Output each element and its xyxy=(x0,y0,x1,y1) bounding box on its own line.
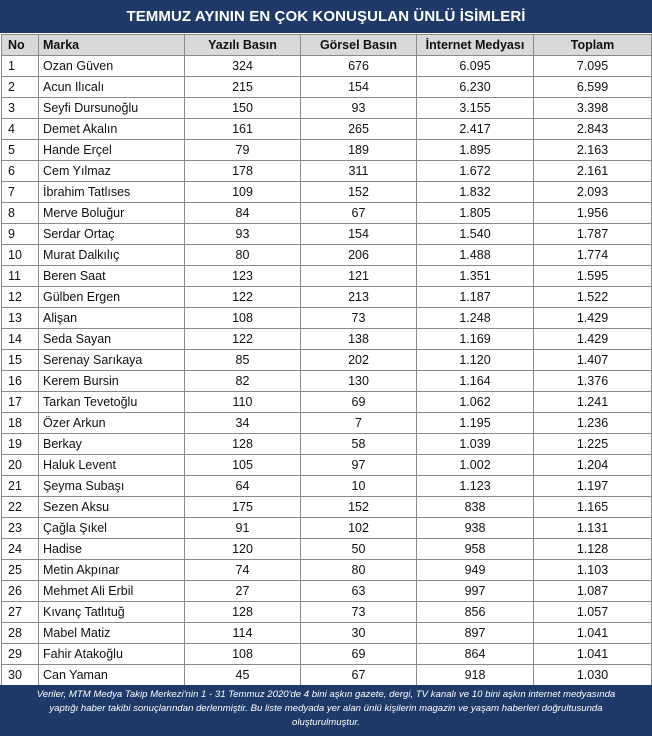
internet-medyasi-cell: 3.155 xyxy=(417,98,534,119)
yazili-basin-cell: 45 xyxy=(185,665,301,686)
yazili-basin-cell: 161 xyxy=(185,119,301,140)
name-cell: Hande Erçel xyxy=(39,140,185,161)
gorsel-basin-cell: 154 xyxy=(301,77,417,98)
toplam-cell: 2.161 xyxy=(534,161,652,182)
name-cell: Mabel Matiz xyxy=(39,623,185,644)
internet-medyasi-cell: 897 xyxy=(417,623,534,644)
rank-cell: 4 xyxy=(2,119,39,140)
table-row xyxy=(2,161,652,182)
name-cell: Kıvanç Tatlıtuğ xyxy=(39,602,185,623)
source-note-line-3: oluşturulmuştur. xyxy=(292,717,360,728)
table-header xyxy=(2,35,652,56)
table-row xyxy=(2,476,652,497)
gorsel-basin-cell: 265 xyxy=(301,119,417,140)
toplam-cell: 1.595 xyxy=(534,266,652,287)
toplam-cell: 1.030 xyxy=(534,665,652,686)
name-cell: Cem Yılmaz xyxy=(39,161,185,182)
table-row xyxy=(2,329,652,350)
internet-medyasi-cell: 1.248 xyxy=(417,308,534,329)
gorsel-basin-cell: 676 xyxy=(301,56,417,77)
rank-cell: 23 xyxy=(2,518,39,539)
toplam-cell: 1.041 xyxy=(534,644,652,665)
table-row xyxy=(2,287,652,308)
yazili-basin-cell: 74 xyxy=(185,560,301,581)
source-note-line-1: Veriler, MTM Medya Takip Merkezi'nin 1 - 31 Temmuz 2020'de 4 bini aşkın gazete, dergi, TV kanalı ve 10 bini aşkın internet medyasında xyxy=(36,689,616,700)
name-cell: İbrahim Tatlıses xyxy=(39,182,185,203)
rank-cell: 21 xyxy=(2,476,39,497)
internet-medyasi-cell: 1.039 xyxy=(417,434,534,455)
table-row xyxy=(2,98,652,119)
toplam-cell: 3.398 xyxy=(534,98,652,119)
rank-cell: 30 xyxy=(2,665,39,686)
table-row xyxy=(2,602,652,623)
rank-cell: 2 xyxy=(2,77,39,98)
internet-medyasi-cell: 1.062 xyxy=(417,392,534,413)
toplam-cell: 2.843 xyxy=(534,119,652,140)
gorsel-basin-cell: 154 xyxy=(301,224,417,245)
name-cell: Sezen Aksu xyxy=(39,497,185,518)
name-cell: Acun Ilıcalı xyxy=(39,77,185,98)
internet-medyasi-cell: 856 xyxy=(417,602,534,623)
internet-medyasi-cell: 1.195 xyxy=(417,413,534,434)
name-cell: Kerem Bursin xyxy=(39,371,185,392)
name-cell: Metin Akpınar xyxy=(39,560,185,581)
yazili-basin-cell: 114 xyxy=(185,623,301,644)
name-cell: Özer Arkun xyxy=(39,413,185,434)
internet-medyasi-cell: 997 xyxy=(417,581,534,602)
toplam-cell: 1.429 xyxy=(534,308,652,329)
name-cell: Haluk Levent xyxy=(39,455,185,476)
table-row xyxy=(2,308,652,329)
table-row xyxy=(2,119,652,140)
gorsel-basin-cell: 97 xyxy=(301,455,417,476)
yazili-basin-cell: 91 xyxy=(185,518,301,539)
name-cell: Şeyma Subaşı xyxy=(39,476,185,497)
column-header-toplam: Toplam xyxy=(534,35,652,56)
gorsel-basin-cell: 58 xyxy=(301,434,417,455)
yazili-basin-cell: 85 xyxy=(185,350,301,371)
column-header-no: No xyxy=(2,35,39,56)
yazili-basin-cell: 109 xyxy=(185,182,301,203)
gorsel-basin-cell: 213 xyxy=(301,287,417,308)
table-row xyxy=(2,581,652,602)
name-cell: Merve Boluğur xyxy=(39,203,185,224)
yazili-basin-cell: 128 xyxy=(185,602,301,623)
header-row xyxy=(2,35,652,56)
rank-cell: 28 xyxy=(2,623,39,644)
table-row xyxy=(2,497,652,518)
toplam-cell: 1.087 xyxy=(534,581,652,602)
gorsel-basin-cell: 69 xyxy=(301,392,417,413)
internet-medyasi-cell: 1.002 xyxy=(417,455,534,476)
internet-medyasi-cell: 1.832 xyxy=(417,182,534,203)
internet-medyasi-cell: 1.805 xyxy=(417,203,534,224)
table-row xyxy=(2,56,652,77)
internet-medyasi-cell: 2.417 xyxy=(417,119,534,140)
yazili-basin-cell: 79 xyxy=(185,140,301,161)
gorsel-basin-cell: 93 xyxy=(301,98,417,119)
rank-cell: 16 xyxy=(2,371,39,392)
yazili-basin-cell: 324 xyxy=(185,56,301,77)
table-row xyxy=(2,77,652,98)
rank-cell: 9 xyxy=(2,224,39,245)
yazili-basin-cell: 123 xyxy=(185,266,301,287)
table-row xyxy=(2,392,652,413)
rank-cell: 1 xyxy=(2,56,39,77)
gorsel-basin-cell: 10 xyxy=(301,476,417,497)
toplam-cell: 1.407 xyxy=(534,350,652,371)
column-header-gorsel-basin: Görsel Basın xyxy=(301,35,417,56)
name-cell: Ozan Güven xyxy=(39,56,185,77)
yazili-basin-cell: 93 xyxy=(185,224,301,245)
yazili-basin-cell: 120 xyxy=(185,539,301,560)
toplam-cell: 7.095 xyxy=(534,56,652,77)
toplam-cell: 1.204 xyxy=(534,455,652,476)
yazili-basin-cell: 175 xyxy=(185,497,301,518)
gorsel-basin-cell: 69 xyxy=(301,644,417,665)
toplam-cell: 1.165 xyxy=(534,497,652,518)
yazili-basin-cell: 108 xyxy=(185,308,301,329)
rank-cell: 19 xyxy=(2,434,39,455)
name-cell: Çağla Şıkel xyxy=(39,518,185,539)
internet-medyasi-cell: 938 xyxy=(417,518,534,539)
toplam-cell: 1.376 xyxy=(534,371,652,392)
toplam-cell: 1.131 xyxy=(534,518,652,539)
name-cell: Can Yaman xyxy=(39,665,185,686)
yazili-basin-cell: 215 xyxy=(185,77,301,98)
table-row xyxy=(2,350,652,371)
gorsel-basin-cell: 121 xyxy=(301,266,417,287)
internet-medyasi-cell: 1.169 xyxy=(417,329,534,350)
yazili-basin-cell: 150 xyxy=(185,98,301,119)
table-row xyxy=(2,245,652,266)
gorsel-basin-cell: 152 xyxy=(301,182,417,203)
rank-cell: 11 xyxy=(2,266,39,287)
table-row xyxy=(2,560,652,581)
yazili-basin-cell: 110 xyxy=(185,392,301,413)
table-row xyxy=(2,455,652,476)
toplam-cell: 1.103 xyxy=(534,560,652,581)
gorsel-basin-cell: 63 xyxy=(301,581,417,602)
internet-medyasi-cell: 1.488 xyxy=(417,245,534,266)
internet-medyasi-cell: 6.230 xyxy=(417,77,534,98)
report-title: TEMMUZ AYININ EN ÇOK KONUŞULAN ÜNLÜ İSİMLERİ xyxy=(0,0,652,33)
rank-cell: 29 xyxy=(2,644,39,665)
toplam-cell: 1.128 xyxy=(534,539,652,560)
gorsel-basin-cell: 311 xyxy=(301,161,417,182)
source-note xyxy=(0,685,652,736)
rank-cell: 18 xyxy=(2,413,39,434)
table-row xyxy=(2,539,652,560)
name-cell: Berkay xyxy=(39,434,185,455)
rank-cell: 5 xyxy=(2,140,39,161)
gorsel-basin-cell: 67 xyxy=(301,665,417,686)
rank-cell: 13 xyxy=(2,308,39,329)
gorsel-basin-cell: 30 xyxy=(301,623,417,644)
toplam-cell: 1.057 xyxy=(534,602,652,623)
name-cell: Gülben Ergen xyxy=(39,287,185,308)
toplam-cell: 1.522 xyxy=(534,287,652,308)
gorsel-basin-cell: 50 xyxy=(301,539,417,560)
name-cell: Fahir Atakoğlu xyxy=(39,644,185,665)
toplam-cell: 1.241 xyxy=(534,392,652,413)
internet-medyasi-cell: 1.120 xyxy=(417,350,534,371)
table-row xyxy=(2,203,652,224)
toplam-cell: 2.093 xyxy=(534,182,652,203)
internet-medyasi-cell: 6.095 xyxy=(417,56,534,77)
rank-cell: 26 xyxy=(2,581,39,602)
table-row xyxy=(2,623,652,644)
internet-medyasi-cell: 838 xyxy=(417,497,534,518)
internet-medyasi-cell: 949 xyxy=(417,560,534,581)
rank-cell: 24 xyxy=(2,539,39,560)
internet-medyasi-cell: 1.672 xyxy=(417,161,534,182)
internet-medyasi-cell: 864 xyxy=(417,644,534,665)
column-header-internet-medyasi: İnternet Medyası xyxy=(417,35,534,56)
rank-cell: 14 xyxy=(2,329,39,350)
rank-cell: 7 xyxy=(2,182,39,203)
yazili-basin-cell: 82 xyxy=(185,371,301,392)
yazili-basin-cell: 84 xyxy=(185,203,301,224)
rank-cell: 10 xyxy=(2,245,39,266)
name-cell: Seyfi Dursunoğlu xyxy=(39,98,185,119)
table-row xyxy=(2,371,652,392)
rank-cell: 8 xyxy=(2,203,39,224)
table-row xyxy=(2,140,652,161)
name-cell: Beren Saat xyxy=(39,266,185,287)
gorsel-basin-cell: 202 xyxy=(301,350,417,371)
name-cell: Serdar Ortaç xyxy=(39,224,185,245)
gorsel-basin-cell: 67 xyxy=(301,203,417,224)
gorsel-basin-cell: 206 xyxy=(301,245,417,266)
table-row xyxy=(2,434,652,455)
rank-cell: 20 xyxy=(2,455,39,476)
name-cell: Serenay Sarıkaya xyxy=(39,350,185,371)
rank-cell: 3 xyxy=(2,98,39,119)
name-cell: Tarkan Tevetoğlu xyxy=(39,392,185,413)
gorsel-basin-cell: 7 xyxy=(301,413,417,434)
toplam-cell: 1.225 xyxy=(534,434,652,455)
table-row xyxy=(2,665,652,686)
source-note-line-2: yaptığı haber takibi sonuçlarından derlenmiştir. Bu liste medyada yer alan ünlü kişilerin magazin ve yaşam haberleri doğrultusunda xyxy=(49,703,603,714)
internet-medyasi-cell: 1.164 xyxy=(417,371,534,392)
yazili-basin-cell: 122 xyxy=(185,329,301,350)
toplam-cell: 6.599 xyxy=(534,77,652,98)
toplam-cell: 1.787 xyxy=(534,224,652,245)
rank-cell: 17 xyxy=(2,392,39,413)
gorsel-basin-cell: 80 xyxy=(301,560,417,581)
internet-medyasi-cell: 1.351 xyxy=(417,266,534,287)
toplam-cell: 1.774 xyxy=(534,245,652,266)
name-cell: Seda Sayan xyxy=(39,329,185,350)
column-header-yazili-basin: Yazılı Basın xyxy=(185,35,301,56)
yazili-basin-cell: 80 xyxy=(185,245,301,266)
yazili-basin-cell: 34 xyxy=(185,413,301,434)
yazili-basin-cell: 64 xyxy=(185,476,301,497)
table-row xyxy=(2,266,652,287)
name-cell: Demet Akalın xyxy=(39,119,185,140)
internet-medyasi-cell: 1.540 xyxy=(417,224,534,245)
rank-cell: 12 xyxy=(2,287,39,308)
column-header-marka: Marka xyxy=(39,35,185,56)
gorsel-basin-cell: 73 xyxy=(301,308,417,329)
name-cell: Murat Dalkılıç xyxy=(39,245,185,266)
yazili-basin-cell: 108 xyxy=(185,644,301,665)
internet-medyasi-cell: 918 xyxy=(417,665,534,686)
yazili-basin-cell: 128 xyxy=(185,434,301,455)
internet-medyasi-cell: 1.895 xyxy=(417,140,534,161)
toplam-cell: 1.041 xyxy=(534,623,652,644)
gorsel-basin-cell: 189 xyxy=(301,140,417,161)
yazili-basin-cell: 122 xyxy=(185,287,301,308)
ranking-table xyxy=(1,34,652,686)
internet-medyasi-cell: 1.123 xyxy=(417,476,534,497)
rank-cell: 27 xyxy=(2,602,39,623)
rank-cell: 15 xyxy=(2,350,39,371)
table-row xyxy=(2,644,652,665)
table-row xyxy=(2,413,652,434)
toplam-cell: 1.956 xyxy=(534,203,652,224)
gorsel-basin-cell: 152 xyxy=(301,497,417,518)
internet-medyasi-cell: 1.187 xyxy=(417,287,534,308)
name-cell: Hadise xyxy=(39,539,185,560)
toplam-cell: 1.197 xyxy=(534,476,652,497)
yazili-basin-cell: 105 xyxy=(185,455,301,476)
name-cell: Mehmet Ali Erbil xyxy=(39,581,185,602)
name-cell: Alişan xyxy=(39,308,185,329)
rank-cell: 22 xyxy=(2,497,39,518)
internet-medyasi-cell: 958 xyxy=(417,539,534,560)
table-row xyxy=(2,224,652,245)
table-row xyxy=(2,518,652,539)
gorsel-basin-cell: 102 xyxy=(301,518,417,539)
yazili-basin-cell: 27 xyxy=(185,581,301,602)
gorsel-basin-cell: 138 xyxy=(301,329,417,350)
table-body xyxy=(2,56,652,686)
yazili-basin-cell: 178 xyxy=(185,161,301,182)
toplam-cell: 2.163 xyxy=(534,140,652,161)
table-row xyxy=(2,182,652,203)
toplam-cell: 1.429 xyxy=(534,329,652,350)
gorsel-basin-cell: 130 xyxy=(301,371,417,392)
rank-cell: 25 xyxy=(2,560,39,581)
gorsel-basin-cell: 73 xyxy=(301,602,417,623)
toplam-cell: 1.236 xyxy=(534,413,652,434)
rank-cell: 6 xyxy=(2,161,39,182)
